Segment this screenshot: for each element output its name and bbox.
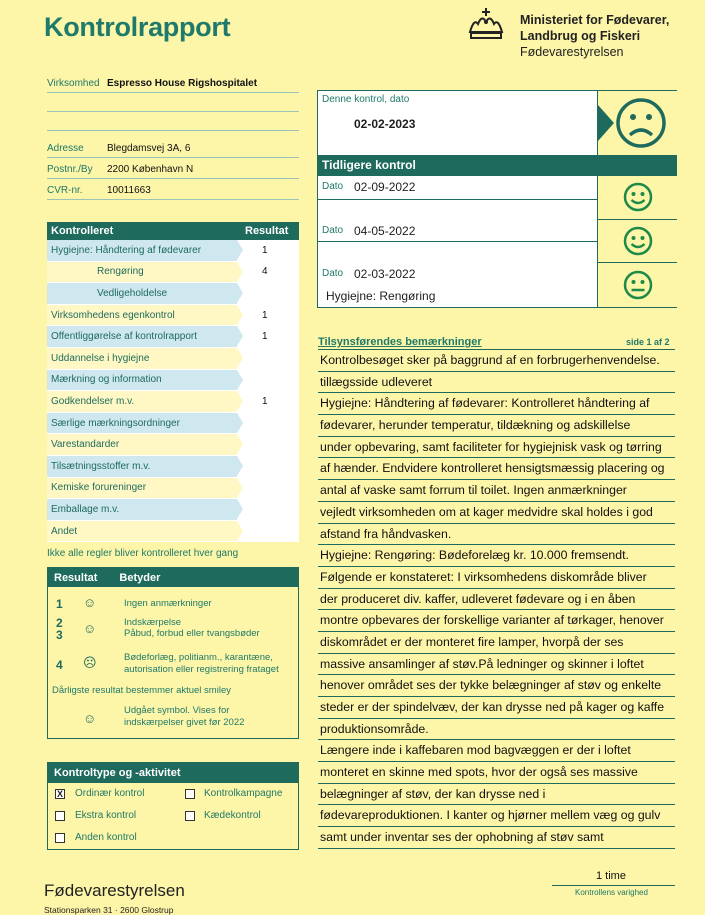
postnr-label: Postnr./By: [47, 164, 93, 175]
ministry-name: [520, 12, 669, 60]
dato-label: Dato: [322, 225, 344, 236]
legend-worst-note: Dårligste resultat bestemmer aktuel smiley: [52, 685, 231, 696]
arrow-icon: [598, 105, 614, 141]
happy-smiley-icon: ☺: [83, 595, 97, 610]
row-label: Rengøring: [47, 262, 237, 283]
table-row: [47, 391, 299, 413]
remark-line: steder er der spindelvæv, der kan drysse ned på kager og kaffe: [318, 697, 675, 719]
table-row: [47, 413, 299, 435]
page-indicator: side 1 af 2: [626, 337, 670, 347]
remarks-header: Tilsynsførendes bemærkninger: [318, 336, 482, 348]
divider: [47, 157, 299, 158]
kampagne-checkbox[interactable]: [185, 789, 195, 799]
legend-text-1: Ingen anmærkninger: [124, 598, 212, 609]
legend-text-2: Indskærpelse: [124, 617, 182, 628]
remark-line: vejledt virksomheden om at kager medvidre skal holdes i god: [318, 502, 675, 524]
table-row: [47, 370, 299, 392]
ekstra-label: Ekstra kontrol: [75, 810, 137, 821]
row-label: Særlige mærkningsordninger: [47, 413, 237, 434]
row-label: Virksomhedens egenkontrol: [47, 305, 237, 326]
remark-line: under opbevaring, samt faciliteter for hygiejnisk vask og tørring: [318, 437, 675, 459]
resultat-header-label: Resultat: [245, 225, 289, 237]
kontroltype-box: [47, 762, 299, 850]
row-label: Kemiske forureninger: [47, 478, 237, 499]
previous-date-2: 04-05-2022: [354, 224, 416, 238]
row-label: Emballage m.v.: [47, 499, 237, 520]
previous-smiley-area-1: [597, 176, 677, 220]
table-row: [47, 434, 299, 456]
remark-line: Hygiejne: Håndtering af fødevarer: Kontrolleret håndtering af: [318, 393, 675, 415]
dato-label: Dato: [322, 268, 344, 279]
table-row: [47, 283, 299, 305]
legend-old-1: Udgået symbol. Vises for: [124, 705, 230, 716]
remark-line: tillægsside udleveret: [318, 372, 675, 394]
row-result: 1: [262, 395, 268, 407]
table-row: [47, 262, 299, 284]
table-row: [47, 305, 299, 327]
remark-line: diskområdet er der monteret fire lamper, hvorpå der ses: [318, 632, 675, 654]
legend-old-2: indskærpelser givet før 2022: [124, 717, 245, 728]
table-row: [47, 456, 299, 478]
neutral-smiley-icon: ☺: [83, 621, 97, 636]
divider: [318, 241, 597, 242]
legend-num-1: 1: [56, 597, 63, 611]
divider: [47, 178, 299, 179]
anden-checkbox[interactable]: [55, 833, 65, 843]
kontroltype-header: Kontroltype og -aktivitet: [48, 763, 298, 783]
row-label: Hygiejne: Håndtering af fødevarer: [47, 240, 237, 261]
legend-num-4: 4: [56, 658, 63, 672]
previous-smiley-area-3: [597, 263, 677, 307]
table-row: [47, 521, 299, 543]
previous-date-1: 02-09-2022: [354, 180, 416, 194]
row-label: Uddannelse i hygiejne: [47, 348, 237, 369]
legend-num-3: 3: [56, 628, 63, 642]
remark-line: afstand fra håndvasken.: [318, 524, 675, 546]
ministry-line-2: Landbrug og Fiskeri: [520, 29, 641, 43]
agency-name: Fødevarestyrelsen: [520, 45, 624, 59]
table-row: [47, 240, 299, 262]
virksomhed-value: Espresso House Rigshospitalet: [107, 78, 258, 89]
remark-line: Kontrolbesøget sker på baggrund af en forbrugerhenvendelse.: [318, 350, 675, 372]
remark-line: Hygiejne: Rengøring: Bødeforelæg kr. 10.000 fremsendt.: [318, 545, 675, 567]
current-smiley-area: [597, 91, 677, 155]
remark-line: massive ansamlinger af støv.På ledninger og skinner i loftet: [318, 654, 675, 676]
legend-col-resultat: Resultat: [54, 571, 98, 584]
remark-line: der produceret div. kaffer, udleveret fødevare og i en åben: [318, 589, 675, 611]
previous-control-header: Tidligere kontrol: [318, 155, 676, 176]
remark-line: montre opbevares der forskellige varianter af tørkager, henover: [318, 610, 675, 632]
row-result: 1: [262, 309, 268, 321]
divider: [47, 199, 299, 200]
remarks-text: [318, 350, 675, 849]
result-legend: [47, 567, 299, 739]
coverage-note: Ikke alle regler bliver kontrolleret hver gang: [47, 548, 239, 559]
virksomhed-label: Virksomhed: [47, 78, 100, 89]
legend-text-3: Påbud, forbud eller tvangsbøder: [124, 628, 260, 639]
anden-label: Anden kontrol: [75, 832, 137, 843]
row-label: Tilsætningsstoffer m.v.: [47, 456, 237, 477]
postnr-value: 2200 København N: [107, 164, 194, 175]
previous-smiley-area-2: [597, 220, 677, 263]
kontrolleret-table: [47, 222, 299, 542]
kontrolleret-header: [47, 222, 299, 240]
remark-line: Længere inde i kaffebaren mod bagvæggen er der i loftet: [318, 740, 675, 762]
happy-smiley-icon: [623, 182, 653, 212]
duration-value: 1 time: [596, 870, 626, 882]
kontrolleret-header-label: Kontrolleret: [51, 225, 114, 237]
dato-label: Dato: [322, 181, 344, 192]
crown-logo-icon: [466, 6, 506, 44]
remark-line: fødevareproduktionen. I kanter og hjørner mellem væg og gulv: [318, 805, 675, 827]
row-result: 1: [262, 244, 268, 256]
kaede-checkbox[interactable]: [185, 811, 195, 821]
previous-note-3: Hygiejne: Rengøring: [326, 289, 436, 303]
remark-line: belægninger af støv, der kan drysse ned i: [318, 784, 675, 806]
divider: [47, 130, 299, 131]
table-row: [47, 499, 299, 521]
table-row: [47, 348, 299, 370]
row-label: Godkendelser m.v.: [47, 391, 237, 412]
current-control-date: 02-02-2023: [354, 117, 416, 131]
divider: [47, 111, 299, 112]
adresse-label: Adresse: [47, 143, 84, 154]
ministry-line-1: Ministeriet for Fødevarer,: [520, 13, 670, 27]
row-result: 4: [262, 266, 268, 278]
remark-line: af hænder. Endvidere kontrolleret hensigtsmæssig placering og: [318, 458, 675, 480]
control-dates-panel: [317, 90, 677, 308]
adresse-value: Blegdamsvej 3A, 6: [107, 143, 191, 154]
old-smiley-icon: ☺: [83, 711, 97, 726]
remark-line: Følgende er konstateret: I virksomhedens diskområde bliver: [318, 567, 675, 589]
sad-smiley-icon: [615, 97, 667, 149]
current-control-label: Denne kontrol, dato: [322, 94, 410, 105]
divider: [552, 885, 675, 886]
legend-text-4a: Bødeforlæg, politianm., karantæne,: [124, 652, 273, 663]
table-row: [47, 326, 299, 348]
legend-header: [48, 568, 298, 587]
legend-col-betyder: Betyder: [119, 571, 161, 584]
cvr-label: CVR-nr.: [47, 185, 83, 196]
row-label: Andet: [47, 521, 237, 542]
report-title: Kontrolrapport: [44, 12, 231, 42]
legend-text-4b: autorisation eller registrering frataget: [124, 664, 279, 675]
happy-smiley-icon: [623, 226, 653, 256]
remark-line: antal af vaske samt forrum til toilet. Ingen anmærkninger: [318, 480, 675, 502]
cvr-value: 10011663: [107, 185, 151, 196]
sad-smiley-icon: ☹: [83, 655, 97, 670]
divider: [318, 199, 597, 200]
remark-line: fødevarer, herunder temperatur, tildækning og adskillelse: [318, 415, 675, 437]
remark-line: monteret en skinne med spots, hvor der også ses massive: [318, 762, 675, 784]
row-label: Varestandarder: [47, 434, 237, 455]
legend-num-2: 2: [56, 616, 63, 630]
previous-date-3: 02-03-2022: [354, 267, 416, 281]
ordinaer-checkbox[interactable]: X: [56, 789, 63, 799]
ordinaer-label: Ordinær kontrol: [75, 788, 145, 799]
footer-agency: Fødevarestyrelsen: [44, 881, 185, 900]
row-label: Vedligeholdelse: [47, 283, 237, 304]
row-result: 1: [262, 331, 268, 343]
kaede-label: Kædekontrol: [204, 810, 261, 821]
row-label: Mærkning og information: [47, 370, 237, 391]
kampagne-label: Kontrolkampagne: [204, 788, 283, 799]
neutral-smiley-icon: [623, 270, 653, 300]
ekstra-checkbox[interactable]: [55, 811, 65, 821]
remark-line: produktionsområde.: [318, 719, 675, 741]
remark-line: samt under inventar ses der ophobning af støv samt: [318, 827, 675, 849]
table-row: [47, 478, 299, 500]
divider: [47, 92, 299, 93]
duration-label: Kontrollens varighed: [575, 888, 648, 897]
row-label: Offentliggørelse af kontrolrapport: [47, 326, 237, 347]
remark-line: henover området ses der tykke belægninger af støv og enkelte: [318, 675, 675, 697]
footer-address: Stationsparken 31 · 2600 Glostrup: [44, 905, 174, 915]
